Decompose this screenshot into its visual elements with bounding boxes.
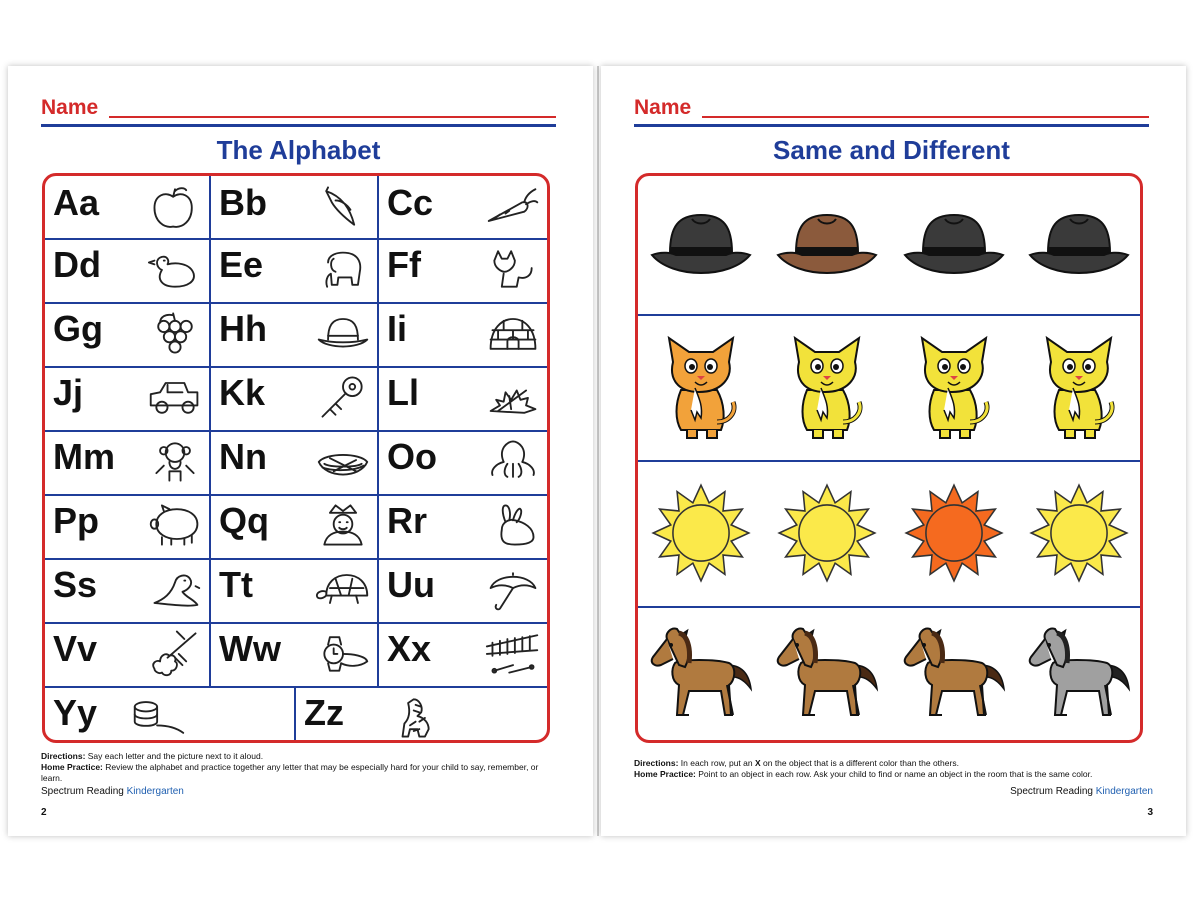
- brand-footer: [1010, 786, 1153, 797]
- leaves-icon: [485, 372, 541, 422]
- alphabet-cell: [211, 430, 379, 494]
- letter-label: Gg: [53, 308, 103, 349]
- key-icon: [315, 372, 371, 422]
- letter-label: Bb: [219, 182, 267, 223]
- alphabet-row: [45, 176, 547, 240]
- sun-icon[interactable]: [902, 481, 1006, 585]
- turtle-icon: [315, 564, 371, 614]
- alphabet-cell: [379, 302, 547, 366]
- letter-label: Vv: [53, 628, 98, 669]
- alphabet-cell: [211, 302, 379, 366]
- name-line: [109, 116, 556, 118]
- alphabet-cell: [379, 366, 547, 430]
- letter-label: Rr: [387, 500, 428, 541]
- grapes-icon: [147, 308, 203, 358]
- sun-icon[interactable]: [775, 481, 879, 585]
- letter-label: Mm: [53, 436, 115, 477]
- alphabet-cell: [45, 686, 296, 743]
- directions-label: Directions:: [41, 751, 86, 761]
- horse-icon[interactable]: [1023, 623, 1135, 723]
- nest-icon: [315, 436, 371, 486]
- home-practice-text: Point to an object in each row. Ask your child to find or name an object in the room that is the same color.: [695, 769, 1093, 779]
- cat-row: [638, 314, 1140, 462]
- directions: [634, 758, 1154, 780]
- alphabet-cell: [211, 494, 379, 558]
- alphabet-cell: [45, 238, 211, 302]
- letter-label: Dd: [53, 244, 101, 285]
- brand-text: Spectrum Reading: [41, 786, 127, 797]
- cat-icon[interactable]: [904, 332, 1004, 442]
- alphabet-cell: [45, 494, 211, 558]
- alphabet-cell: [45, 558, 211, 622]
- alphabet-cell: [379, 238, 547, 302]
- home-practice-label: Home Practice:: [41, 762, 103, 772]
- letter-label: Ww: [219, 628, 281, 669]
- alphabet-cell: [379, 176, 547, 238]
- directions-text: In each row, put an: [678, 758, 755, 768]
- horse-icon[interactable]: [645, 623, 757, 723]
- alphabet-cell: [45, 176, 211, 238]
- alphabet-cell: [45, 302, 211, 366]
- alphabet-grid: [42, 173, 550, 743]
- hat-row: [638, 176, 1140, 316]
- alphabet-cell: [211, 622, 379, 686]
- alphabet-cell: [211, 558, 379, 622]
- monkey-icon: [147, 436, 203, 486]
- letter-label: Nn: [219, 436, 267, 477]
- banana-icon: [315, 182, 371, 232]
- letter-label: Tt: [219, 564, 253, 605]
- hat-icon[interactable]: [899, 205, 1009, 285]
- letter-label: Ee: [219, 244, 264, 285]
- cat-icon[interactable]: [651, 332, 751, 442]
- horse-row: [638, 606, 1140, 740]
- letter-label: Cc: [387, 182, 434, 223]
- hat-icon[interactable]: [772, 205, 882, 285]
- letter-label: Pp: [53, 500, 100, 541]
- name-line: [702, 116, 1149, 118]
- rabbit-icon: [485, 500, 541, 550]
- alphabet-row: [45, 494, 547, 560]
- home-practice-label: Home Practice:: [634, 769, 696, 779]
- brand-accent: Kindergarten: [1095, 786, 1153, 797]
- queen-icon: [315, 500, 371, 550]
- fox-icon: [485, 244, 541, 294]
- yoyo-icon: [131, 692, 187, 742]
- elephant-icon: [315, 244, 371, 294]
- apple-icon: [147, 182, 203, 232]
- horse-icon[interactable]: [771, 623, 883, 723]
- brand-text: Spectrum Reading: [1010, 786, 1096, 797]
- alphabet-row: [45, 430, 547, 496]
- name-field[interactable]: [634, 96, 1149, 126]
- letter-label: Aa: [53, 182, 100, 223]
- home-practice-text: Review the alphabet and practice together any letter that may be especially hard for your child to say, remember, or learn.: [41, 762, 539, 783]
- right-page: [601, 66, 1186, 836]
- violin-icon: [147, 628, 203, 678]
- alphabet-cell: [211, 366, 379, 430]
- sun-icon[interactable]: [649, 481, 753, 585]
- octopus-icon: [485, 436, 541, 486]
- alphabet-cell: [379, 622, 547, 686]
- page-title: Same and Different: [773, 135, 1010, 165]
- directions-x: X: [754, 758, 761, 768]
- xylophone-icon: [485, 628, 541, 678]
- watch-icon: [315, 628, 371, 678]
- letter-label: Hh: [219, 308, 267, 349]
- letter-label: Ii: [387, 308, 408, 349]
- letter-label: Xx: [387, 628, 432, 669]
- letter-label: Kk: [219, 372, 266, 413]
- alphabet-row: [45, 686, 547, 743]
- sun-row: [638, 460, 1140, 608]
- alphabet-cell: [45, 430, 211, 494]
- letter-label: Ll: [387, 372, 419, 413]
- horse-icon[interactable]: [898, 623, 1010, 723]
- hat-icon[interactable]: [1024, 205, 1134, 285]
- alphabet-cell: [296, 686, 547, 743]
- letter-label: Yy: [53, 692, 98, 733]
- letter-label: Zz: [304, 692, 344, 733]
- letter-label: Ss: [53, 564, 98, 605]
- alphabet-cell: [379, 430, 547, 494]
- cat-icon[interactable]: [777, 332, 877, 442]
- alphabet-row: [45, 238, 547, 304]
- alphabet-cell: [379, 494, 547, 558]
- name-underline: [41, 124, 556, 127]
- igloo-icon: [485, 308, 541, 358]
- letter-label: Ff: [387, 244, 421, 285]
- left-page: [8, 66, 593, 836]
- alphabet-cell: [379, 558, 547, 622]
- zebra-icon: [382, 692, 438, 742]
- page-number: 2: [41, 807, 47, 818]
- alphabet-row: [45, 558, 547, 624]
- alphabet-cell: [211, 176, 379, 238]
- letter-label: Qq: [219, 500, 269, 541]
- alphabet-cell: [211, 238, 379, 302]
- directions-label: Directions:: [634, 758, 679, 768]
- umbrella-icon: [485, 564, 541, 614]
- brand-accent: Kindergarten: [126, 786, 184, 797]
- page-number: 3: [1147, 807, 1153, 818]
- name-label: Name: [41, 96, 99, 119]
- hat-icon: [315, 308, 371, 358]
- sun-icon[interactable]: [1027, 481, 1131, 585]
- directions-text: Say each letter and the picture next to it aloud.: [85, 751, 264, 761]
- letter-label: Oo: [387, 436, 437, 477]
- cat-icon[interactable]: [1029, 332, 1129, 442]
- letter-label: Uu: [387, 564, 435, 605]
- jeep-icon: [147, 372, 203, 422]
- alphabet-cell: [45, 622, 211, 686]
- book-spine: [597, 66, 599, 836]
- pig-icon: [147, 500, 203, 550]
- name-underline: [634, 124, 1149, 127]
- alphabet-row: [45, 366, 547, 432]
- letter-label: Jj: [53, 372, 84, 413]
- directions-text-end: on the object that is a different color than the others.: [760, 758, 959, 768]
- carrot-icon: [485, 182, 541, 232]
- page-title: The Alphabet: [216, 135, 381, 165]
- name-field[interactable]: [41, 96, 556, 126]
- brand-footer: [41, 786, 184, 797]
- alphabet-cell: [45, 366, 211, 430]
- name-label: Name: [634, 96, 692, 119]
- same-different-grid: [635, 173, 1143, 743]
- hat-icon[interactable]: [646, 205, 756, 285]
- seal-icon: [147, 564, 203, 614]
- directions: [41, 751, 561, 784]
- alphabet-row: [45, 302, 547, 368]
- duck-icon: [147, 244, 203, 294]
- alphabet-row: [45, 622, 547, 688]
